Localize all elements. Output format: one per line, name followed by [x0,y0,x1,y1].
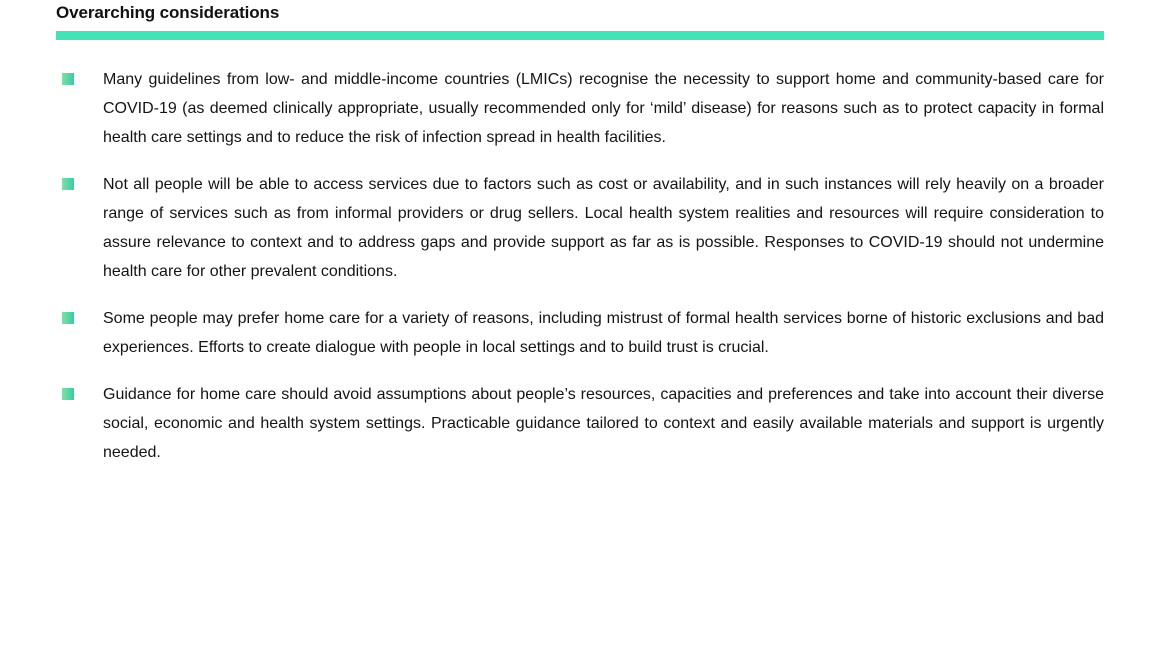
section-title: Overarching considerations [56,3,280,22]
bullet-item [56,304,1104,362]
bullet-item [56,65,1104,152]
square-bullet-icon [62,388,74,400]
square-bullet-icon [62,73,74,85]
bullet-list [56,65,1104,467]
bullet-text: Many guidelines from low- and middle-income countries (LMICs) recognise the necessity to support home and community-based care for COVID-19 (as deemed clinically appropriate, usually recommended only for ‘mild’ disease) for reasons such as to protect capacity in formal health care settings and to reduce the risk of infection spread in health facilities. [103,71,1104,146]
bullet-item [56,380,1104,467]
bullet-item [56,170,1104,286]
square-bullet-icon [62,178,74,190]
section-accent-rule [56,31,1104,40]
bullet-text: Guidance for home care should avoid assumptions about people’s resources, capacities and preferences and take into account their diverse social, economic and health system settings. Practicable guidance tailored to context and easily available materials and support is urgently needed. [103,386,1104,461]
bullet-text: Some people may prefer home care for a variety of reasons, including mistrust of formal health services borne of historic exclusions and bad experiences. Efforts to create dialogue with people in local settings and to build trust is crucial. [103,310,1104,356]
bullet-text: Not all people will be able to access services due to factors such as cost or availability, and in such instances will rely heavily on a broader range of services such as from informal providers or drug sellers. Local health system realities and resources will require consideration to assure relevance to context and to address gaps and provide support as far as is possible. Responses to COVID-19 should not undermine health care for other prevalent conditions. [103,176,1104,280]
square-bullet-icon [62,312,74,324]
